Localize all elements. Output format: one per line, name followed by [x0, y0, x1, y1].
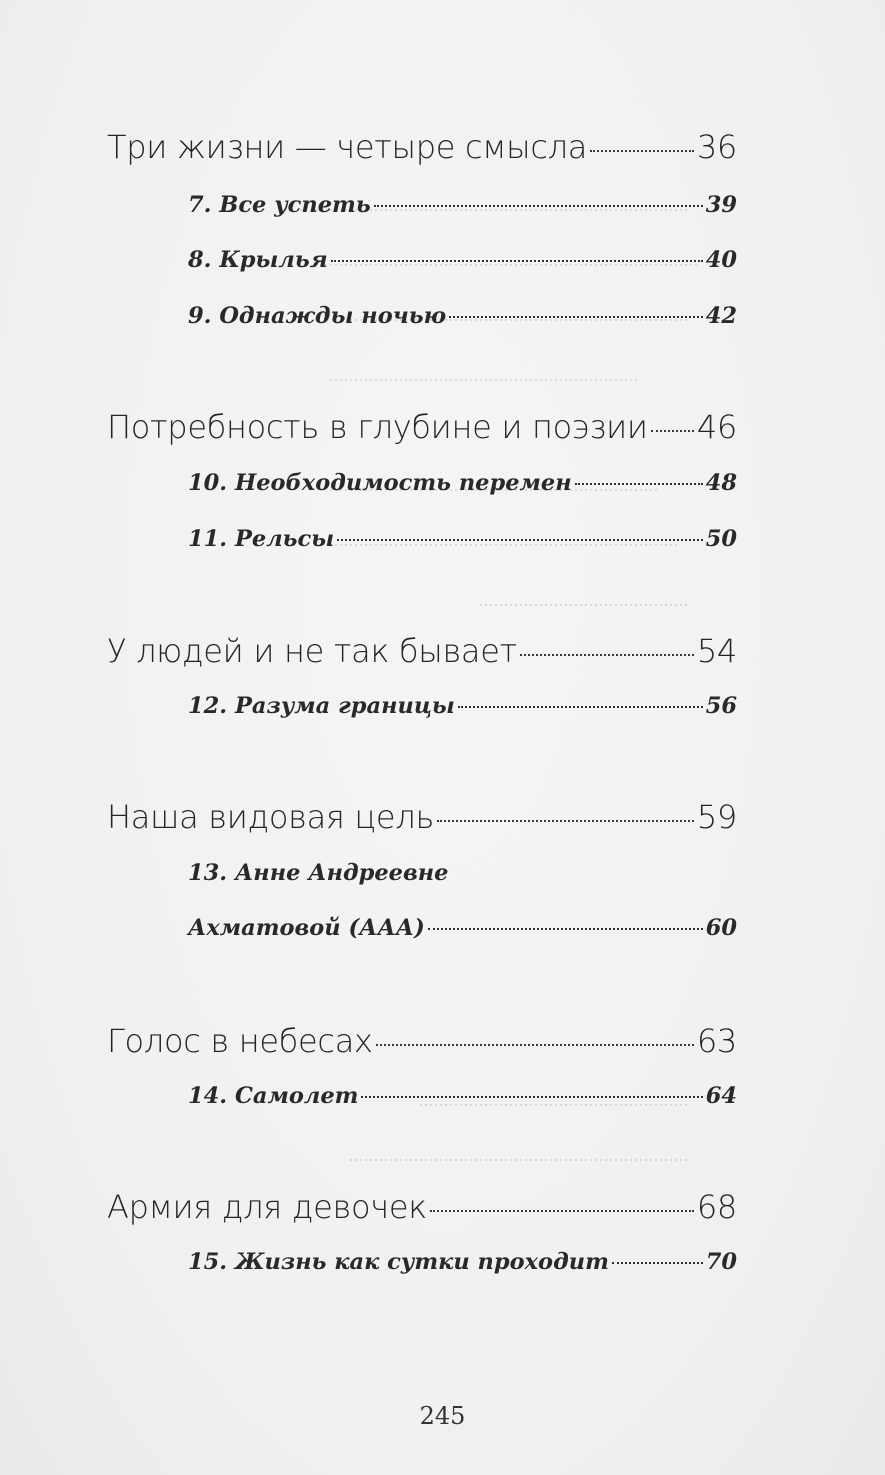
item-title-line1: 13. Анне Андреевне	[188, 860, 449, 886]
dot-leader	[612, 1262, 703, 1264]
item-page: 60	[705, 915, 737, 941]
item-page: 64	[705, 1083, 737, 1109]
chapter-page: 46	[696, 408, 737, 446]
toc-item	[188, 470, 737, 496]
item-page: 39	[705, 192, 737, 218]
dot-leader	[331, 260, 703, 262]
item-page: 56	[705, 693, 737, 719]
toc-item	[188, 1249, 737, 1275]
dot-leader	[590, 150, 694, 152]
chapter-page: 63	[696, 1022, 737, 1060]
toc-item	[188, 303, 737, 329]
toc-item	[188, 915, 737, 941]
item-title: Ахматовой (ААА)	[188, 915, 425, 941]
chapter-title: Голос в небесах	[107, 1022, 373, 1060]
dot-leader	[520, 654, 694, 656]
item-page: 42	[705, 303, 737, 329]
toc-item	[188, 693, 737, 719]
dot-leader	[428, 928, 703, 930]
toc-item	[188, 1083, 737, 1109]
toc-item	[188, 247, 737, 273]
chapter-title: Потребность в глубине и поэзии	[107, 408, 648, 446]
toc-chapter	[107, 798, 737, 836]
item-title: 10. Необходимость перемен	[188, 470, 572, 496]
toc-chapter	[107, 1022, 737, 1060]
item-title: 11. Рельсы	[188, 526, 335, 552]
dot-leader	[651, 430, 694, 432]
chapter-title: Три жизни — четыре смысла	[107, 128, 588, 166]
item-page: 50	[705, 526, 737, 552]
toc-chapter	[107, 128, 737, 166]
chapter-title: У людей и не так бывает	[107, 632, 517, 670]
chapter-page: 36	[696, 128, 737, 166]
chapter-page: 54	[696, 632, 737, 670]
dot-leader	[337, 539, 703, 541]
toc-item	[188, 526, 737, 552]
item-page: 40	[705, 247, 737, 273]
dot-leader	[437, 820, 694, 822]
dot-leader	[376, 1044, 694, 1046]
chapter-page: 59	[696, 798, 737, 836]
item-title: 15. Жизнь как сутки проходит	[188, 1249, 609, 1275]
chapter-title: Армия для девочек	[107, 1188, 427, 1226]
toc-chapter	[107, 408, 737, 446]
toc-chapter	[107, 632, 737, 670]
item-title: 14. Самолет	[188, 1083, 359, 1109]
item-title: 12. Разума границы	[188, 693, 455, 719]
dot-leader	[575, 483, 703, 485]
dot-leader	[361, 1096, 702, 1098]
dot-leader	[374, 205, 703, 207]
dot-leader	[430, 1210, 694, 1212]
item-title: 7. Все успеть	[188, 192, 371, 218]
chapter-title: Наша видовая цель	[107, 798, 435, 836]
toc-item	[188, 192, 737, 218]
item-page: 48	[705, 470, 737, 496]
chapter-page: 68	[696, 1188, 737, 1226]
item-title: 9. Однажды ночью	[188, 303, 447, 329]
page-number: 245	[419, 1402, 466, 1430]
dot-leader	[458, 706, 703, 708]
dot-leader	[449, 316, 703, 318]
toc-chapter	[107, 1188, 737, 1226]
item-title: 8. Крылья	[188, 247, 328, 273]
item-page: 70	[705, 1249, 737, 1275]
